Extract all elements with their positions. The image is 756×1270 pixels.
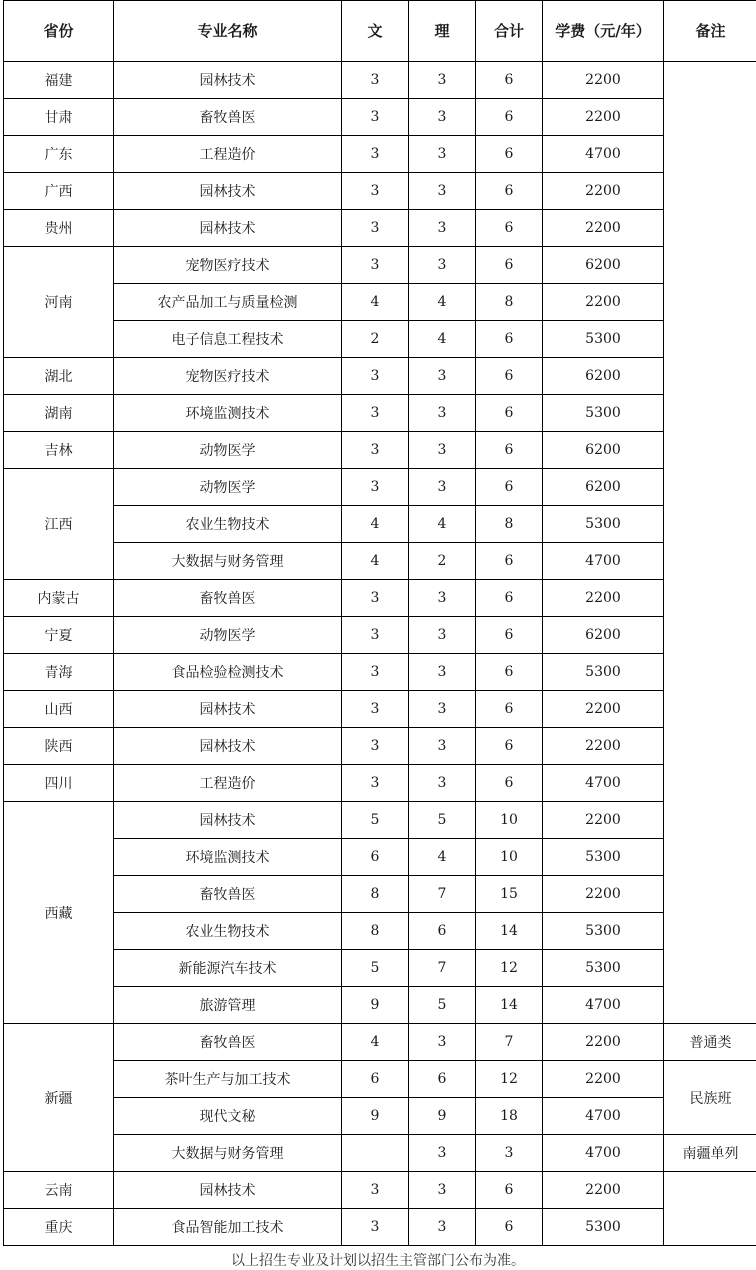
header-province: 省份: [4, 1, 114, 62]
tuition-fee-cell: 4700: [543, 1098, 664, 1135]
total-count-cell: 10: [476, 802, 543, 839]
province-cell: 宁夏: [4, 617, 114, 654]
total-count-cell: 15: [476, 876, 543, 913]
arts-count-cell: 2: [342, 321, 409, 358]
remark-cell: [664, 1172, 756, 1246]
science-count-cell: 4: [409, 839, 476, 876]
table-row: [4, 506, 756, 543]
table-row: [4, 1172, 756, 1209]
arts-count-cell: 3: [342, 728, 409, 765]
major-cell: 园林技术: [114, 1172, 342, 1209]
table-row: [4, 617, 756, 654]
table-row: [4, 1135, 756, 1172]
major-cell: 宠物医疗技术: [114, 247, 342, 284]
major-cell: 旅游管理: [114, 987, 342, 1024]
tuition-fee-cell: 6200: [543, 469, 664, 506]
tuition-fee-cell: 6200: [543, 358, 664, 395]
header-row: [4, 1, 756, 62]
arts-count-cell: 3: [342, 617, 409, 654]
header-total: 合计: [476, 1, 543, 62]
total-count-cell: 6: [476, 1209, 543, 1246]
major-cell: 工程造价: [114, 136, 342, 173]
major-cell: 园林技术: [114, 802, 342, 839]
footer-note: 以上招生专业及计划以招生主管部门公布为准。: [0, 1250, 756, 1270]
table-row: [4, 654, 756, 691]
remark-cell: 民族班: [664, 1061, 756, 1135]
tuition-fee-cell: 5300: [543, 913, 664, 950]
tuition-fee-cell: 5300: [543, 395, 664, 432]
science-count-cell: 5: [409, 802, 476, 839]
science-count-cell: 9: [409, 1098, 476, 1135]
total-count-cell: 14: [476, 987, 543, 1024]
province-cell: 湖北: [4, 358, 114, 395]
total-count-cell: 6: [476, 432, 543, 469]
arts-count-cell: 5: [342, 950, 409, 987]
major-cell: 现代文秘: [114, 1098, 342, 1135]
remark-cell: 南疆单列: [664, 1135, 756, 1172]
total-count-cell: 7: [476, 1024, 543, 1061]
arts-count-cell: 4: [342, 543, 409, 580]
total-count-cell: 12: [476, 1061, 543, 1098]
major-cell: 畜牧兽医: [114, 580, 342, 617]
tuition-fee-cell: 6200: [543, 247, 664, 284]
table-row: [4, 395, 756, 432]
arts-count-cell: 4: [342, 1024, 409, 1061]
table-row: [4, 1024, 756, 1061]
major-cell: 畜牧兽医: [114, 99, 342, 136]
science-count-cell: 3: [409, 358, 476, 395]
science-count-cell: 6: [409, 1061, 476, 1098]
major-cell: 电子信息工程技术: [114, 321, 342, 358]
remark-cell: 普通类: [664, 1024, 756, 1061]
arts-count-cell: 3: [342, 1209, 409, 1246]
science-count-cell: 4: [409, 284, 476, 321]
tuition-fee-cell: 2200: [543, 802, 664, 839]
tuition-fee-cell: 2200: [543, 1061, 664, 1098]
science-count-cell: 3: [409, 99, 476, 136]
major-cell: 动物医学: [114, 469, 342, 506]
science-count-cell: 7: [409, 876, 476, 913]
science-count-cell: 6: [409, 913, 476, 950]
science-count-cell: 3: [409, 136, 476, 173]
province-cell: 山西: [4, 691, 114, 728]
province-cell: 四川: [4, 765, 114, 802]
tuition-fee-cell: 2200: [543, 62, 664, 99]
table-row: [4, 876, 756, 913]
major-cell: 园林技术: [114, 728, 342, 765]
tuition-fee-cell: 2200: [543, 580, 664, 617]
table-row: [4, 247, 756, 284]
science-count-cell: 3: [409, 728, 476, 765]
province-cell: 新疆: [4, 1024, 114, 1172]
province-cell: 福建: [4, 62, 114, 99]
table-row: [4, 136, 756, 173]
header-remark: 备注: [664, 1, 756, 62]
tuition-fee-cell: 4700: [543, 1135, 664, 1172]
science-count-cell: 3: [409, 247, 476, 284]
tuition-fee-cell: 5300: [543, 839, 664, 876]
major-cell: 食品检验检测技术: [114, 654, 342, 691]
header-science: 理: [409, 1, 476, 62]
science-count-cell: 4: [409, 506, 476, 543]
province-cell: 江西: [4, 469, 114, 580]
table-row: [4, 913, 756, 950]
total-count-cell: 6: [476, 62, 543, 99]
total-count-cell: 6: [476, 247, 543, 284]
science-count-cell: 3: [409, 1209, 476, 1246]
arts-count-cell: 3: [342, 173, 409, 210]
province-cell: 湖南: [4, 395, 114, 432]
tuition-fee-cell: 2200: [543, 284, 664, 321]
arts-count-cell: 3: [342, 99, 409, 136]
province-cell: 陕西: [4, 728, 114, 765]
major-cell: 农产品加工与质量检测: [114, 284, 342, 321]
science-count-cell: 5: [409, 987, 476, 1024]
province-cell: 青海: [4, 654, 114, 691]
arts-count-cell: 8: [342, 913, 409, 950]
total-count-cell: 6: [476, 210, 543, 247]
arts-count-cell: 9: [342, 987, 409, 1024]
header-arts: 文: [342, 1, 409, 62]
tuition-fee-cell: 2200: [543, 691, 664, 728]
table-row: [4, 839, 756, 876]
table-row: [4, 543, 756, 580]
province-cell: 西藏: [4, 802, 114, 1024]
province-cell: 河南: [4, 247, 114, 358]
science-count-cell: 4: [409, 321, 476, 358]
enrollment-plan-table: [3, 0, 756, 1246]
arts-count-cell: 3: [342, 1172, 409, 1209]
major-cell: 农业生物技术: [114, 913, 342, 950]
province-cell: 吉林: [4, 432, 114, 469]
total-count-cell: 3: [476, 1135, 543, 1172]
total-count-cell: 6: [476, 617, 543, 654]
province-cell: 甘肃: [4, 99, 114, 136]
arts-count-cell: 4: [342, 284, 409, 321]
table-row: [4, 358, 756, 395]
tuition-fee-cell: 6200: [543, 617, 664, 654]
table-row: [4, 173, 756, 210]
major-cell: 茶叶生产与加工技术: [114, 1061, 342, 1098]
tuition-fee-cell: 5300: [543, 321, 664, 358]
major-cell: 大数据与财务管理: [114, 543, 342, 580]
total-count-cell: 6: [476, 580, 543, 617]
science-count-cell: 3: [409, 1024, 476, 1061]
table-row: [4, 210, 756, 247]
arts-count-cell: 4: [342, 506, 409, 543]
science-count-cell: 3: [409, 62, 476, 99]
province-cell: 广西: [4, 173, 114, 210]
science-count-cell: 3: [409, 654, 476, 691]
province-cell: 广东: [4, 136, 114, 173]
science-count-cell: 3: [409, 765, 476, 802]
science-count-cell: 3: [409, 469, 476, 506]
arts-count-cell: 3: [342, 395, 409, 432]
major-cell: 畜牧兽医: [114, 876, 342, 913]
total-count-cell: 14: [476, 913, 543, 950]
total-count-cell: 6: [476, 173, 543, 210]
arts-count-cell: 3: [342, 210, 409, 247]
tuition-fee-cell: 2200: [543, 1024, 664, 1061]
science-count-cell: 3: [409, 173, 476, 210]
header-fee: 学费（元/年）: [543, 1, 664, 62]
total-count-cell: 6: [476, 469, 543, 506]
tuition-fee-cell: 2200: [543, 173, 664, 210]
header-major: 专业名称: [114, 1, 342, 62]
tuition-fee-cell: 5300: [543, 1209, 664, 1246]
table-row: [4, 284, 756, 321]
arts-count-cell: 5: [342, 802, 409, 839]
total-count-cell: 6: [476, 395, 543, 432]
science-count-cell: 3: [409, 580, 476, 617]
total-count-cell: 6: [476, 1172, 543, 1209]
remark-cell: [664, 62, 756, 1024]
tuition-fee-cell: 4700: [543, 987, 664, 1024]
table-row: [4, 1209, 756, 1246]
tuition-fee-cell: 5300: [543, 654, 664, 691]
arts-count-cell: [342, 1135, 409, 1172]
table-row: [4, 950, 756, 987]
arts-count-cell: 3: [342, 247, 409, 284]
tuition-fee-cell: 4700: [543, 765, 664, 802]
major-cell: 动物医学: [114, 432, 342, 469]
table-row: [4, 432, 756, 469]
table-row: [4, 99, 756, 136]
arts-count-cell: 6: [342, 1061, 409, 1098]
table-row: [4, 1098, 756, 1135]
arts-count-cell: 3: [342, 136, 409, 173]
arts-count-cell: 3: [342, 358, 409, 395]
tuition-fee-cell: 6200: [543, 432, 664, 469]
total-count-cell: 6: [476, 728, 543, 765]
total-count-cell: 6: [476, 543, 543, 580]
arts-count-cell: 6: [342, 839, 409, 876]
science-count-cell: 3: [409, 432, 476, 469]
tuition-fee-cell: 2200: [543, 99, 664, 136]
province-cell: 云南: [4, 1172, 114, 1209]
table-row: [4, 62, 756, 99]
province-cell: 内蒙古: [4, 580, 114, 617]
tuition-fee-cell: 4700: [543, 543, 664, 580]
science-count-cell: 3: [409, 617, 476, 654]
total-count-cell: 8: [476, 506, 543, 543]
major-cell: 动物医学: [114, 617, 342, 654]
table-row: [4, 1061, 756, 1098]
science-count-cell: 3: [409, 691, 476, 728]
total-count-cell: 6: [476, 321, 543, 358]
major-cell: 工程造价: [114, 765, 342, 802]
arts-count-cell: 3: [342, 432, 409, 469]
arts-count-cell: 3: [342, 691, 409, 728]
science-count-cell: 2: [409, 543, 476, 580]
arts-count-cell: 9: [342, 1098, 409, 1135]
science-count-cell: 3: [409, 395, 476, 432]
major-cell: 园林技术: [114, 62, 342, 99]
total-count-cell: 6: [476, 765, 543, 802]
arts-count-cell: 3: [342, 469, 409, 506]
total-count-cell: 6: [476, 691, 543, 728]
total-count-cell: 8: [476, 284, 543, 321]
table-row: [4, 765, 756, 802]
table-row: [4, 469, 756, 506]
science-count-cell: 3: [409, 1172, 476, 1209]
science-count-cell: 7: [409, 950, 476, 987]
total-count-cell: 18: [476, 1098, 543, 1135]
tuition-fee-cell: 2200: [543, 728, 664, 765]
major-cell: 食品智能加工技术: [114, 1209, 342, 1246]
tuition-fee-cell: 5300: [543, 506, 664, 543]
tuition-fee-cell: 2200: [543, 1172, 664, 1209]
major-cell: 园林技术: [114, 210, 342, 247]
major-cell: 新能源汽车技术: [114, 950, 342, 987]
arts-count-cell: 8: [342, 876, 409, 913]
major-cell: 园林技术: [114, 173, 342, 210]
major-cell: 宠物医疗技术: [114, 358, 342, 395]
major-cell: 大数据与财务管理: [114, 1135, 342, 1172]
arts-count-cell: 3: [342, 580, 409, 617]
major-cell: 园林技术: [114, 691, 342, 728]
total-count-cell: 10: [476, 839, 543, 876]
tuition-fee-cell: 4700: [543, 136, 664, 173]
total-count-cell: 6: [476, 358, 543, 395]
science-count-cell: 3: [409, 210, 476, 247]
table-row: [4, 321, 756, 358]
major-cell: 畜牧兽医: [114, 1024, 342, 1061]
arts-count-cell: 3: [342, 765, 409, 802]
table-row: [4, 987, 756, 1024]
tuition-fee-cell: 2200: [543, 876, 664, 913]
total-count-cell: 6: [476, 654, 543, 691]
major-cell: 农业生物技术: [114, 506, 342, 543]
total-count-cell: 6: [476, 99, 543, 136]
arts-count-cell: 3: [342, 62, 409, 99]
table-row: [4, 580, 756, 617]
tuition-fee-cell: 5300: [543, 950, 664, 987]
province-cell: 贵州: [4, 210, 114, 247]
major-cell: 环境监测技术: [114, 395, 342, 432]
province-cell: 重庆: [4, 1209, 114, 1246]
total-count-cell: 6: [476, 136, 543, 173]
table-body: [4, 62, 756, 1246]
total-count-cell: 12: [476, 950, 543, 987]
table-row: [4, 691, 756, 728]
major-cell: 环境监测技术: [114, 839, 342, 876]
table-row: [4, 728, 756, 765]
table-row: [4, 802, 756, 839]
tuition-fee-cell: 2200: [543, 210, 664, 247]
arts-count-cell: 3: [342, 654, 409, 691]
science-count-cell: 3: [409, 1135, 476, 1172]
